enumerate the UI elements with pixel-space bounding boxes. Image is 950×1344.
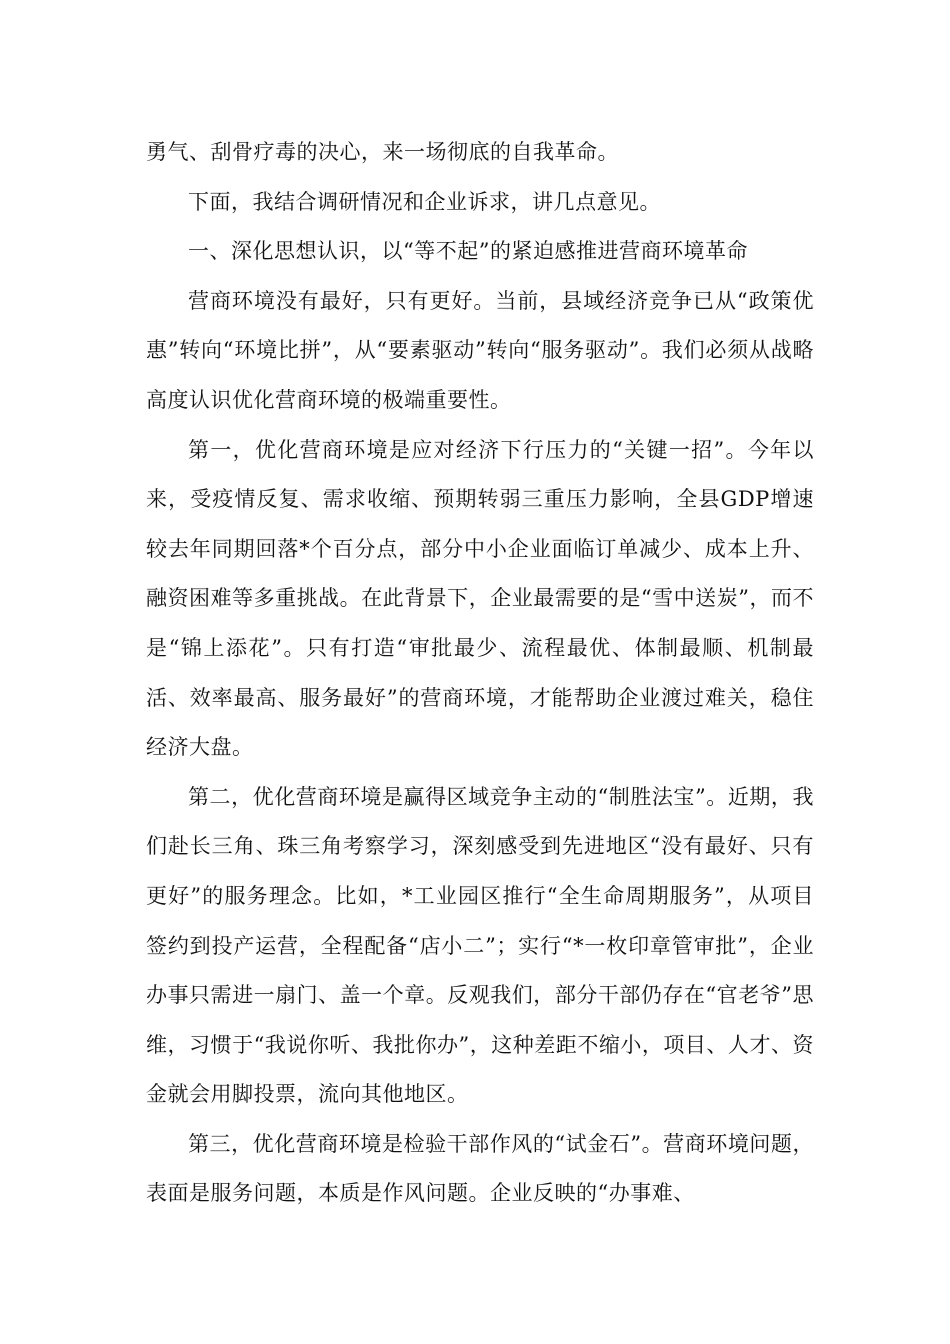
paragraph-point-1: 第一，优化营商环境是应对经济下行压力的“关键一招”。今年以来，受疫情反复、需求收缩、预期转弱三重压力影响，全县GDP增速较去年同期回落*个百分点，部分中小企业面临订单减少、成本上升、融资困难等多重挑战。在此背景下，企业最需要的是“雪中送炭”，而不是“锦上添花”。只有打造“审批最少、流程最优、体制最顺、机制最活、效率最高、服务最好”的营商环境，才能帮助企业渡过难关，稳住经济大盘。 <box>146 437 814 760</box>
paragraph-2: 下面，我结合调研情况和企业诉求，讲几点意见。 <box>188 189 661 214</box>
section-heading-1: 一、深化思想认识，以“等不起”的紧迫感推进营商环境革命 <box>188 239 748 264</box>
document-body <box>146 128 814 1219</box>
paragraph-point-3: 第三，优化营商环境是检验干部作风的“试金石”。营商环境问题，表面是服务问题，本质是作风问题。企业反映的“办事难、 <box>146 1131 814 1206</box>
paragraph-3: 营商环境没有最好，只有更好。当前，县域经济竞争已从“政策优惠”转向“环境比拼”，从“要素驱动”转向“服务驱动”。我们必须从战略高度认识优化营商环境的极端重要性。 <box>146 288 814 412</box>
paragraph-point-2: 第二，优化营商环境是赢得区域竞争主动的“制胜法宝”。近期，我们赴长三角、珠三角考察学习，深刻感受到先进地区“没有最好、只有更好”的服务理念。比如，*工业园区推行“全生命周期服务”，从项目签约到投产运营，全程配备“店小二”；实行“*一枚印章管审批”，企业办事只需进一扇门、盖一个章。反观我们，部分干部仍存在“官老爷”思维，习惯于“我说你听、我批你办”，这种差距不缩小，项目、人才、资金就会用脚投票，流向其他地区。 <box>146 784 814 1107</box>
paragraph-1: 勇气、刮骨疗毒的决心，来一场彻底的自我革命。 <box>146 140 619 164</box>
